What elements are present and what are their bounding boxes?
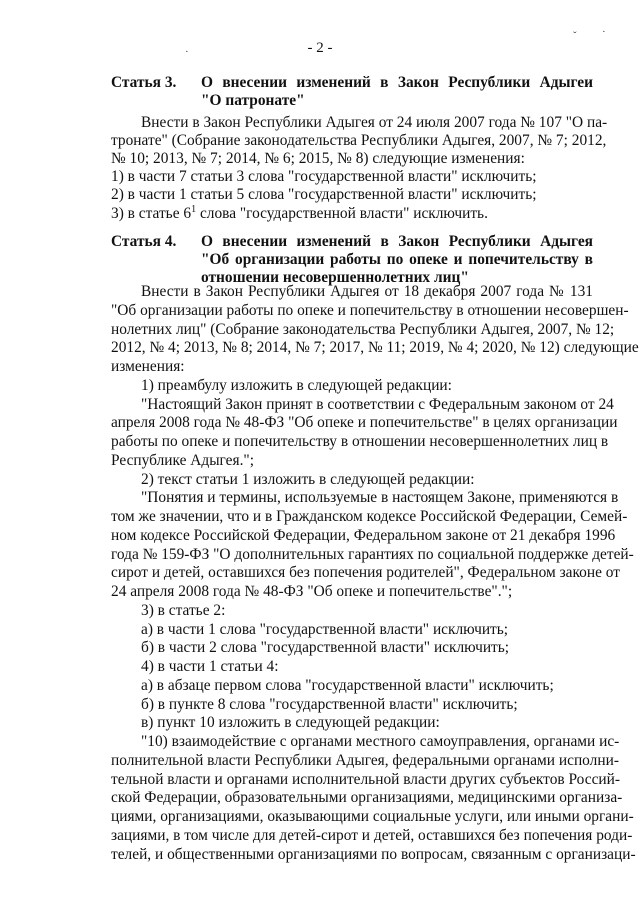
article-4-line: сирот и детей, оставшихся без попечения родителей", Федеральном законе от [111, 564, 621, 582]
article-4-line: а) в абзаце первом слова "государственной власти" исключить; [141, 676, 554, 694]
article-4-title-line: О внесении изменений в Закон Республики Адыгея [201, 233, 593, 250]
article-4-line: Республике Адыгея."; [111, 451, 254, 469]
page-number: - 2 - [307, 40, 333, 56]
article-4-line: б) в части 2 слова "государственной власти" исключить; [141, 639, 510, 657]
article-4-line: апреля 2008 года № 48-ФЗ "Об опеке и попечительстве" в целях организации [111, 414, 618, 432]
article-4-line: 3) в статье 2: [141, 601, 226, 619]
article-3-title-line: "О патронате" [201, 92, 305, 109]
article-4-line: "10) взаимодействие с органами местного самоуправления, органами ис- [141, 733, 620, 750]
scan-speck: · [602, 26, 606, 38]
article-4-line: тельной власти и органами исполнительной власти других субъектов Россий- [111, 770, 621, 788]
article-3-item: 2) в части 1 статьи 5 слова "государственной власти" исключить; [111, 186, 537, 203]
article-4-line: работы по опеке и попечительству в отношении несовершеннолетних лиц в [111, 433, 609, 450]
scan-speck: · [185, 46, 189, 58]
article-4-line: ской Федерации, образовательными организациями, медицинскими организа- [111, 789, 623, 807]
article-3-para-line: № 10; 2013, № 7; 2014, № 6; 2015, № 8) следующие изменения: [111, 150, 525, 167]
article-4-line: "Об организации работы по опеке и попечительству в отношении несовершен- [111, 301, 629, 319]
article-4-title-line: отношении несовершеннолетних лиц" [201, 269, 469, 286]
article-3-para-line: Внести в Закон Республики Адыгея от 24 июля 2007 года № 107 "О па- [141, 114, 608, 131]
article-3-item: 1) в части 7 статьи 3 слова "государственной власти" исключить; [111, 168, 537, 185]
article-4-line: Внести в Закон Республики Адыгея от 18 декабря 2007 года № 131 [141, 283, 593, 300]
superscript: 1 [191, 203, 197, 215]
article-4-line: 24 апреля 2008 года № 48-ФЗ "Об опеке и попечительстве"."; [111, 583, 513, 600]
article-4-line: изменения: [111, 358, 185, 375]
article-4-line: б) в пункте 8 слова "государственной власти" исключить; [141, 695, 518, 713]
article-4-line: 2) текст статьи 1 изложить в следующей редакции: [141, 470, 475, 488]
article-4-line: а) в части 1 слова "государственной власти" исключить; [141, 620, 509, 638]
article-4-line: зациями, в том числе для детей-сирот и детей, оставшихся без попечения роди- [111, 826, 633, 844]
article-4-line: том же значении, что и в Гражданском кодексе Российской Федерации, Семей- [111, 508, 628, 525]
article-4-line: года № 159-ФЗ "О дополнительных гарантиях по социальной поддержке детей- [111, 545, 634, 563]
article-4-line: в) пункт 10 изложить в следующей редакции: [141, 714, 440, 732]
article-4-line: ном кодексе Российской Федерации, Федеральном законе от 21 декабря 1996 [111, 526, 616, 544]
article-3-title-line: О внесении изменений в Закон Республики Адыгеи [201, 74, 593, 91]
article-3-item: 3) в статье $6^1$ слова "государственной власти" исключить. [111, 203, 488, 222]
article-4-line: "Настоящий Закон принят в соответствии с Федеральным законом от 24 [141, 395, 614, 413]
article-3-label: Статья 3. [111, 74, 177, 91]
article-4-line: полнительной власти Республики Адыгея, федеральными органами исполни- [111, 751, 619, 769]
scan-speck: ˇ [573, 30, 577, 42]
article-4-line: нолетних лиц" (Собрание законодательства Республики Адыгея, 2007, № 12; [111, 320, 615, 338]
article-4-line: 2012, № 4; 2013, № 8; 2014, № 7; 2017, № 11; 2019, № 4; 2020, № 12) следующие [111, 339, 639, 357]
article-4-line: телей, и общественными организациями по вопросам, связанным с организаци- [111, 845, 636, 863]
article-4-line: 4) в части 1 статьи 4: [141, 658, 279, 675]
article-4-label: Статья 4. [111, 233, 177, 250]
article-4-line: 1) преамбулу изложить в следующей редакции: [141, 376, 452, 394]
article-4-title-line: "Об организации работы по опеке и попечительству в [201, 251, 593, 268]
article-4-line: "Понятия и термины, используемые в настоящем Законе, применяются в [141, 489, 619, 507]
article-4-line: циями, организациями, оказывающими социальные услуги, или иными органи- [111, 808, 634, 825]
article-3-para-line: тронате" (Собрание законодательства Республики Адыгея, 2007, № 7; 2012, [111, 132, 607, 149]
